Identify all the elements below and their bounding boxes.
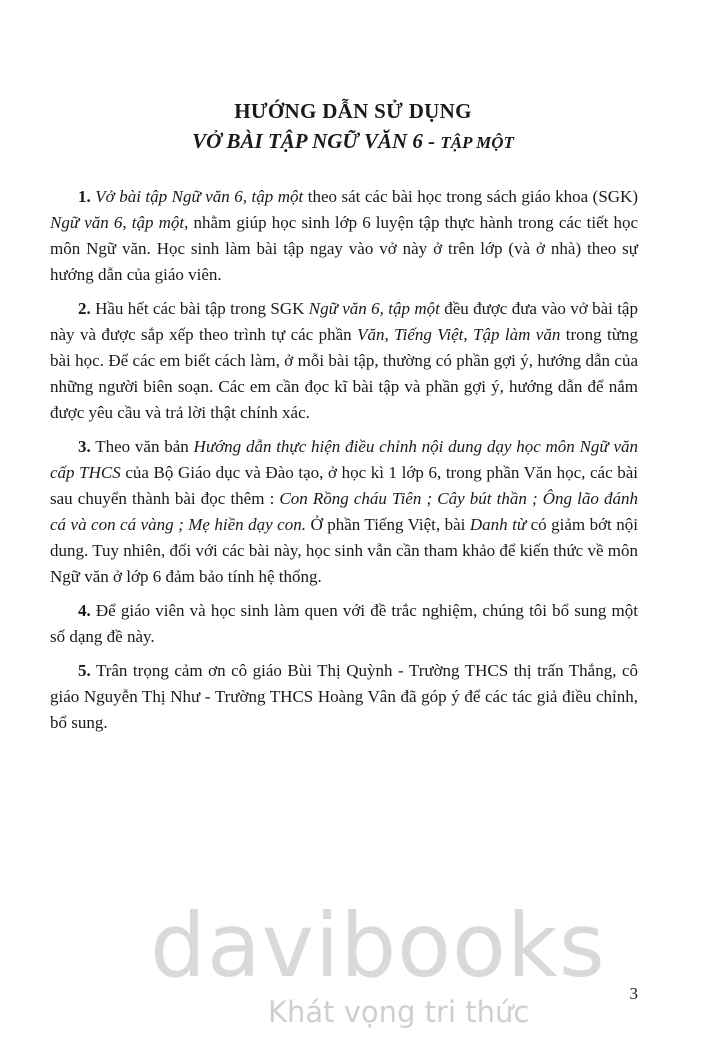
text-run: đều được đưa vào vở bài tập này và được sắp xếp theo trình tự các phần xyxy=(50,299,638,344)
paragraph-5 xyxy=(50,658,638,736)
text-run: Hầu hết các bài tập trong SGK xyxy=(90,299,309,318)
text-run: Theo văn bản xyxy=(90,437,194,456)
text-run: của Bộ Giáo dục và Đào tạo, ở học kì 1 lớp 6, trong phần Văn học, các bài sau chuyển thành bài đọc thêm : xyxy=(50,463,638,508)
instructions-body xyxy=(50,184,638,744)
paragraph-1 xyxy=(50,184,638,288)
paragraph-number: 1. xyxy=(78,187,91,206)
paragraph-number: 2. xyxy=(78,299,91,318)
text-run: Để giáo viên và học sinh làm quen với đề trắc nghiệm, chúng tôi bổ sung một số dạng đề này. xyxy=(50,601,638,646)
italic-run: Văn, Tiếng Việt, Tập làm văn xyxy=(357,325,561,344)
title-block xyxy=(0,96,706,158)
italic-run: Con Rồng cháu Tiên ; Cây bút thần ; Ông lão đánh cá và con cá vàng ; Mẹ hiền dạy con. xyxy=(50,489,638,534)
italic-run: Ngữ văn 6, tập một xyxy=(50,213,185,232)
paragraph-2 xyxy=(50,296,638,426)
italic-run: Hướng dẫn thực hiện điều chỉnh nội dung dạy học môn Ngữ văn cấp THCS xyxy=(50,437,638,482)
text-run: Ở phần Tiếng Việt, bài xyxy=(305,515,470,534)
italic-run: Vở bài tập Ngữ văn 6, tập một xyxy=(95,187,304,206)
italic-run: Danh từ xyxy=(469,515,527,534)
paragraph-number: 3. xyxy=(78,437,91,456)
watermark-brand: davibooks xyxy=(150,894,606,997)
text-run: , nhằm giúp học sinh lớp 6 luyện tập thực hành trong các tiết học môn Ngữ văn. Học sinh làm bài tập ngay vào vở này ở trên lớp (và ở nhà) theo sự hướng dẫn của giáo viên. xyxy=(50,213,638,284)
paragraph-3 xyxy=(50,434,638,590)
page-number: 3 xyxy=(629,984,638,1003)
page-title: HƯỚNG DẪN SỬ DỤNG xyxy=(234,99,472,123)
text-run: Trân trọng cảm ơn cô giáo Bùi Thị Quỳnh - Trường THCS thị trấn Thắng, cô giáo Nguyễn Thị Như - Trường THCS Hoàng Vân đã góp ý để các tác giả điều chỉnh, bổ sung. xyxy=(50,661,638,732)
italic-run: Ngữ văn 6, tập một xyxy=(308,299,440,318)
subtitle-volume: TẬP MỘT xyxy=(440,133,514,152)
paragraph-number: 5. xyxy=(78,661,91,680)
paragraph-4 xyxy=(50,598,638,650)
text-run: trong từng bài học. Để các em biết cách làm, ở mỗi bài tập, thường có phần gợi ý, hướng dẫn của những người biên soạn. Các em cần đọc kĩ bài tập và phần gợi ý, hướng dẫn để nắm được yêu cầu và trả lời thật chính xác. xyxy=(50,325,638,422)
page-subtitle xyxy=(0,126,706,158)
text-run: có giảm bớt nội dung. Tuy nhiên, đối với các bài này, học sinh vẫn cần tham khảo để kiến thức về môn Ngữ văn ở lớp 6 đảm bảo tính hệ thống. xyxy=(50,515,638,586)
paragraph-number: 4. xyxy=(78,601,91,620)
subtitle-main: VỞ BÀI TẬP NGỮ VĂN 6 - xyxy=(192,129,441,153)
text-run: theo sát các bài học trong sách giáo khoa (SGK) xyxy=(303,187,638,206)
watermark-tagline: Khát vọng tri thức xyxy=(268,995,530,1029)
